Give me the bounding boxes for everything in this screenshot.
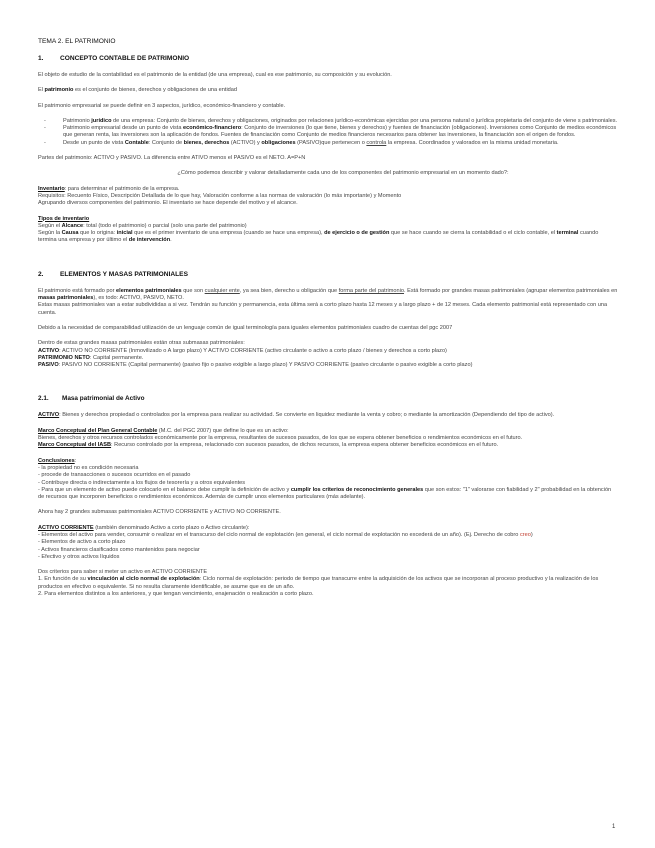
paragraph: Ahora hay 2 grandes submasas patrimoniales ACTIVO CORRIENTE y ACTIVO NO CORRIENTE. [38, 509, 281, 516]
paragraph: Dentro de estas grandes masas patrimoniales están otras submasas patrimoniales: [38, 340, 245, 347]
paragraph: ACTIVO CORRIENTE (también denominado Activo a corto plazo o Activo circulante): [38, 524, 250, 531]
paragraph: - Contribuye directa o indirectamente a los flujos de tesorería y a otros equivalentes [38, 479, 246, 486]
section-title: Masa patrimonial de Activo [62, 395, 145, 403]
paragraph: - procede de transacciones o sucesos ocurridos en el pasado [38, 472, 191, 479]
section-number: 1. [38, 55, 44, 62]
paragraph: Partes del patrimonio: ACTIVO y PASIVO. La diferencia entre ATIVO menos el PASIVO es el NETO. A=P+N [38, 155, 306, 162]
question: ¿Cómo podemos describir y valorar detalladamente cada uno de los componentes del patrimonio empresarial en un momento dado?: [177, 170, 509, 177]
list-item: - Patrimonio empresarial desde un punto de vista económico-financiero: Conjunto de inversiones (lo que tiene, bienes y derechos) y fuentes de financiación (obligaciones). Inversiones como Conjunto de medios económicos que generan renta, las inversiones son la aplicación de fondos. Fuentes de financiación como Conjunto de medios financieros necesarios para obtener las inversiones, la financiación son el origen de fondos. [38, 125, 618, 140]
paragraph: ACTIVO: ACTIVO NO CORRIENTE (Inmovilizado o A largo plazo) Y ACTIVO CORRIENTE (activo circulante o activo a corto plazo / bienes y derechos a corto plazo) [38, 347, 447, 354]
paragraph: Marco Conceptual del IASB: Recurso controlado por la empresa, relacionado con sucesos pasados, de dichos recursos, la empresa espera obtener beneficios económicos en el futuro. [38, 442, 499, 449]
paragraph: - la propiedad no es condición necesaria [38, 464, 139, 471]
paragraph: Marco Conceptual del Plan General Contable (M.C. del PGC 2007) que define lo que es un activo: [38, 427, 289, 434]
paragraph: El patrimonio empresarial se puede definir en 3 aspectos, jurídico, económico-financiero y contable. [38, 102, 286, 109]
paragraph: Agrupando diversos componentes del patrimonio. El inventario se hace depende del motivo y el alcance. [38, 200, 298, 207]
paragraph: 2. Para elementos distintos a los anteriores, y que tengan vencimiento, enajenación o realización a corto plazo. [38, 591, 314, 598]
section-2-1-heading [38, 395, 618, 403]
inventory-definition: Inventario: para determinar el patrimonio de la empresa. [38, 185, 180, 192]
paragraph: 1. En función de su vinculación al ciclo normal de explotación: Ciclo normal de explotación: periodo de tiempo que transcurre entre la adquisición de los activos que se incorporan al proceso productivo y la realización de los productos en efectivo o equivalente. Si no resulta claramente identificable, se asume que es de un año. [38, 576, 599, 590]
list-item: - Patrimonio jurídico de una empresa: Conjunto de bienes, derechos y obligaciones, originados por relaciones jurídico-económicas ejercidas por una persona natural o jurídica propietaria del conjunto de viene s patrimoniales. [38, 118, 618, 125]
conclusions-label: Conclusiones: [38, 457, 77, 464]
section-title: ELEMENTOS Y MASAS PATRIMONIALES [60, 270, 188, 278]
paragraph: Según la Causa que lo origina: inicial que es el primer inventario de una empresa (cuando se hace una empresa), de ejercicio o de gestión que se hace cuando se cierra la contabilidad o el ciclo contable, el terminal cuando termina una empresa y por último el de intervención. [38, 230, 599, 244]
paragraph: El patrimonio es el conjunto de bienes, derechos y obligaciones de una entidad [38, 87, 238, 94]
paragraph: Según el Alcance: total (todo el patrimonio) o parcial (solo una parte del patrimonio) [38, 222, 247, 229]
paragraph: ACTIVO: Bienes y derechos propiedad o controlados por la empresa para realizar su actividad. Se convierte en liquidez mediante la venta y cobro; o mediante la amortización (Dependiendo del tipo de activo). [38, 412, 555, 419]
paragraph: Bienes, derechos y otros recursos controlados económicamente por la empresa, resultantes de sucesos pasados, de los que se espera obtener beneficios o rendimientos económicos en el futuro. [38, 435, 523, 442]
page-number: 1 [612, 824, 616, 830]
paragraph: - Elementos del activo para vender, consumir o realizar en el transcurso del ciclo normal de explotación (en general, el ciclo normal de explotación no excederá de un año). (Ej. Derecho de cobro creo) [38, 531, 533, 538]
paragraph: El objeto de estudio de la contabilidad es el patrimonio de la entidad (de una empresa), cual es ese patrimonio, su composición y su evolución. [38, 72, 392, 78]
paragraph: Requisitos: Recuento Físico, Descripción Detallada de lo que hay, Valoración conforme a las normas de valoración (lo más importante) y Momento [38, 192, 402, 199]
paragraph: Dos criterios para saber si meter un activo en ACTIVO CORRIENTE [38, 569, 208, 576]
paragraph: - Efectivo y otros activos líquidos [38, 553, 120, 560]
section-number: 2. [38, 270, 44, 278]
aspects-list [38, 118, 618, 147]
paragraph: PASIVO: PASIVO NO CORRIENTE (Capital permanente) (pasivo fijo o pasivo exigible a largo plazo) Y PASIVO CORRIENTE (pasivo circulante o pasivo exigible a corto plazo) [38, 362, 473, 369]
paragraph: Debido a la necesidad de comparabilidad utilización de un lenguaje común de igual terminología para iguales elementos patrimoniales cuadro de cuentas del pgc 2007 [38, 324, 453, 331]
paragraph: Estas masas patrimoniales van a estar subdivididas a si vez. Tendrán su función y permanencia, esta última será a corto plazo hasta 12 meses y a largo plazo + de 12 meses. Cada elemento patrimonial está representado con una cuenta. [38, 302, 608, 316]
paragraph: - Para que un elemento de activo puede colocarlo en el balance debe cumplir la definición de activo y cumplir los criterios de reconocimiento generales que son estos: "1" valorarse con fiabilidad y 2" probabilidad en la obtención de recursos que incorporen beneficios o rendimientos económicos. Además de cumplir unos elementos particulares (más adelante). [38, 486, 612, 501]
section-title: CONCEPTO CONTABLE DE PATRIMONIO [60, 55, 190, 62]
paragraph: - Elementos de activo a corto plazo [38, 539, 126, 546]
section-number: 2.1. [38, 395, 49, 403]
section-2-heading [38, 271, 618, 279]
document-title: TEMA 2. EL PATRIMONIO [38, 38, 116, 45]
paragraph: El patrimonio está formado por elementos patrimoniales que son cualquier ente, ya sea bien, derecho u obligación que forma parte del patrimonio. Está formado por grandes masas patrimoniales (agrupar elementos patrimoniales en masas patrimoniales), es todo: ACTIVO, PASIVO, NETO. [38, 287, 618, 302]
document-page [38, 38, 618, 598]
paragraph: - Activos financieros clasificados como mantenidos para negociar [38, 546, 200, 553]
paragraph: PATRIMONIO NETO: Capital permanente. [38, 354, 144, 361]
list-item: - Desde un punto de vista Contable: Conjunto de bienes, derechos (ACTIVO) y obligaciones (PASIVO)que pertenecen o controla la empresa. Coordinados y valorados en la misma unidad monetaria. [38, 140, 618, 147]
inventory-types-label: Tipos de inventario [38, 215, 90, 222]
section-1-heading [38, 55, 618, 63]
